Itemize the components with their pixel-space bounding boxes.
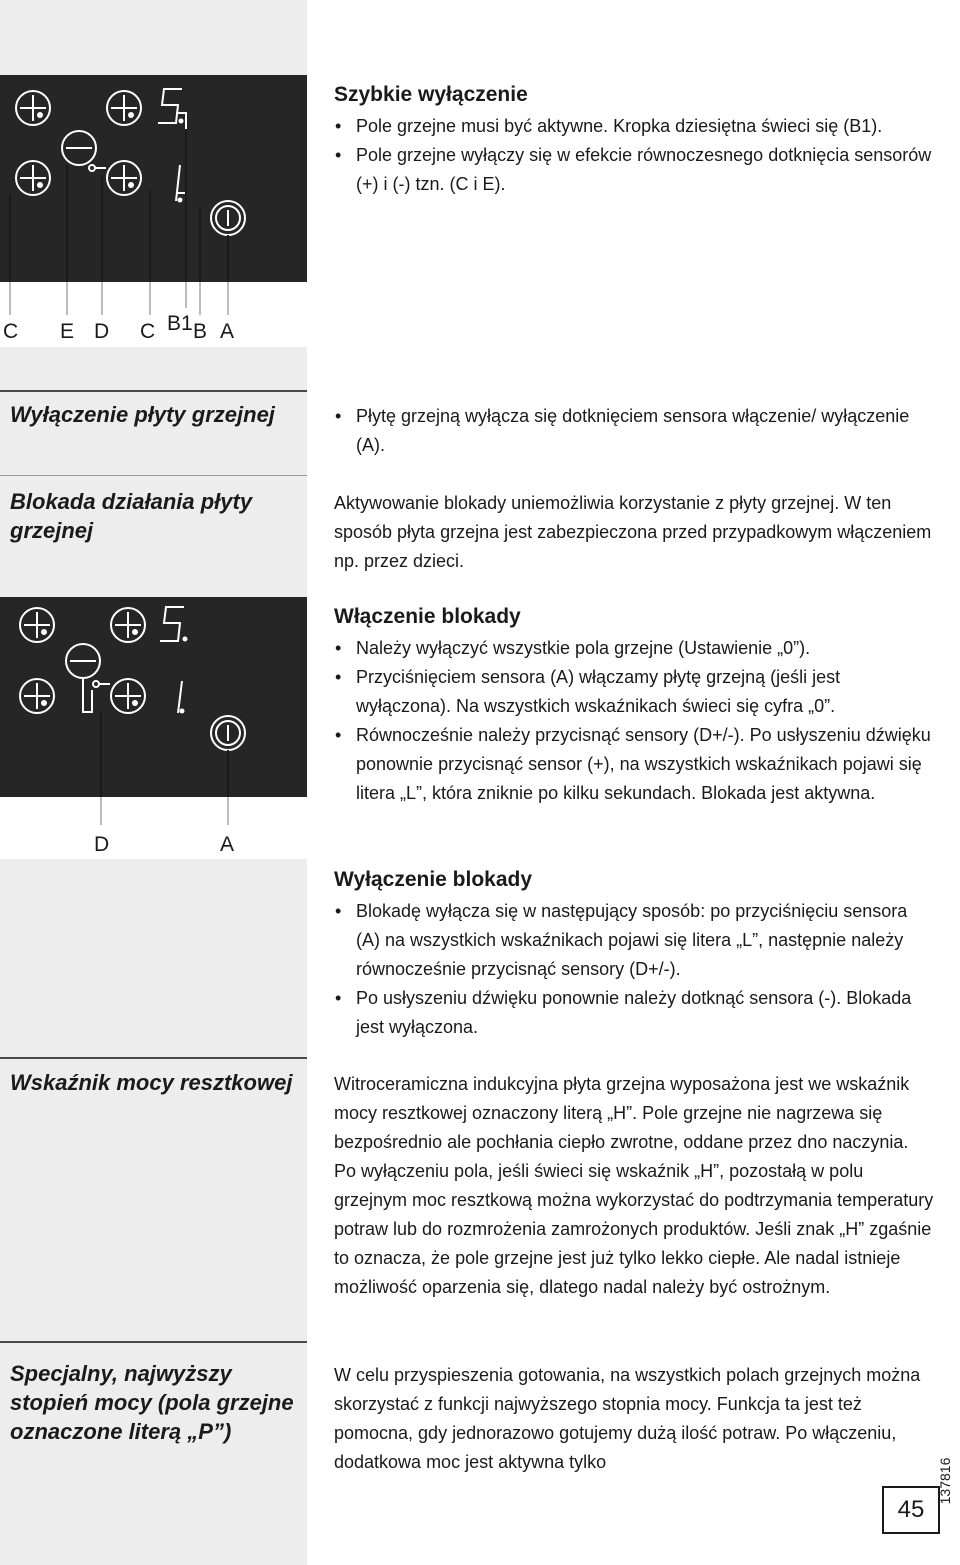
list-item: • Pole grzejne musi być aktywne. Kropka dziesiętna świeci się (B1). [334,112,934,141]
diagram-2 [0,597,307,859]
hob-off-list [334,402,934,460]
residual-heat-text: Witroceramiczna indukcyjna płyta grzejna wyposażona jest we wskaźnik mocy resztkowej oznaczony literą „H”. Pole grzejne nie nagrzewa się bezpośrednio ale pochłania ciepło zwrotne, oddane przez dno naczynia. Po wyłączeniu pola, jeśli świeci się wskaźnik „H”, pozostałą w polu grzejnym moc resztkową można wykorzystać do podtrzymania temperatury potraw lub do rozmrożenia zamrożonych produktów. Jeśli znak „H” zgaśnie to oznacza, że pole grzejne jest już tylko lekko ciepłe. Ale nadal istnieje możliwość oparzenia się, dlatego nadal należy być ostrożnym. [334,1074,934,1297]
heading-lock-on: Włączenie blokady [334,605,521,628]
list-item: • Blokadę wyłącza się w następujący sposób: po przyciśnięciu sensora (A) na wszystkich wskaźnikach pojawi się litera „L”, następnie należy równocześnie przycisnąć sensory (D+/-). [334,897,934,984]
plus-sensor-icon [20,608,54,642]
label-a: A [220,320,235,343]
divider [0,390,307,392]
power-sensor-icon [211,716,245,750]
digit-1-display [176,165,180,201]
control-panel-svg [0,597,307,859]
control-panel-svg [0,75,307,347]
label-a: A [220,833,235,856]
key-lock-icon [93,681,110,687]
lock-on-list [334,634,934,808]
label-d: D [94,833,110,856]
minus-sensor-icon [66,644,100,678]
list-item: • Płytę grzejną wyłącza się dotknięciem sensora włączenie/ wyłączenie (A). [334,402,934,460]
list-item: • Równocześnie należy przycisnąć sensory (D+/-). Po usłyszeniu dźwięku ponownie przycisnąć sensor (+), na wszystkich wskaźnikach pojawi się litera „L”, która zniknie po kilku sekundach. Blokada jest aktywna. [334,721,934,808]
quick-off-list [334,112,934,199]
digit-5-display [160,607,184,641]
label-b: B [193,320,208,343]
diagram-1 [0,75,307,347]
document-code-text: 137816 [937,1457,953,1505]
label-c: C [3,320,19,343]
sidebar-label-residual: Wskaźnik mocy resztkowej [10,1070,293,1095]
page-number: 45 [882,1486,940,1534]
power-boost-text: W celu przyspieszenia gotowania, na wszystkich polach grzejnych można skorzystać z funkcji najwyższego stopnia mocy. Funkcja ta jest też pomocna, gdy jednorazowo gotujemy dużą ilość potraw. Po włączeniu, dodatkowa moc jest aktywna tylko [334,1365,921,1472]
sidebar-label-hob-off: Wyłączenie płyty grzejnej [10,402,275,427]
lock-off-list [334,897,934,1042]
divider [0,475,307,476]
plus-sensor-icon [111,679,145,713]
digit-5-display [158,89,182,123]
lock-intro-text: Aktywowanie blokady uniemożliwia korzystanie z płyty grzejnej. W ten sposób płyta grzejna jest zabezpieczona przed przypadkowym włączeniem np. przez dzieci. [334,493,932,571]
sidebar-label-power-boost: Specjalny, najwyższy stopień mocy (pola grzejne oznaczone literą „P”) [10,1361,294,1444]
list-item: • Po usłyszeniu dźwięku ponownie należy dotknąć sensora (-). Blokada jest wyłączona. [334,984,934,1042]
label-e: E [60,320,75,343]
plus-sensor-icon [16,91,50,125]
divider [0,1341,307,1343]
divider [0,1057,307,1059]
plus-sensor-icon [20,679,54,713]
digit-1-display [178,681,182,713]
sidebar-label-lock: Blokada działania płyty grzejnej [10,489,253,543]
plus-sensor-icon [16,161,50,195]
plus-sensor-icon [111,608,145,642]
list-item: • Przyciśnięciem sensora (A) włączamy płytę grzejną (jeśli jest wyłączona). Na wszystkich wskaźnikach świeci się cyfra „0”. [334,663,934,721]
list-item: • Pole grzejne wyłączy się w efekcie równoczesnego dotknięcia sensorów (+) i (-) tzn. (C i E). [334,141,934,199]
plus-sensor-icon [107,161,141,195]
plus-sensor-icon [107,91,141,125]
heading-quick-off: Szybkie wyłączenie [334,83,528,106]
label-c: C [140,320,156,343]
key-lock-icon [89,165,106,171]
minus-sensor-icon [62,131,96,165]
list-item: • Należy wyłączyć wszystkie pola grzejne (Ustawienie „0”). [334,634,934,663]
heading-lock-off: Wyłączenie blokady [334,868,533,891]
label-b1: B1 [167,312,193,335]
label-d: D [94,320,110,343]
power-sensor-icon [211,201,245,235]
